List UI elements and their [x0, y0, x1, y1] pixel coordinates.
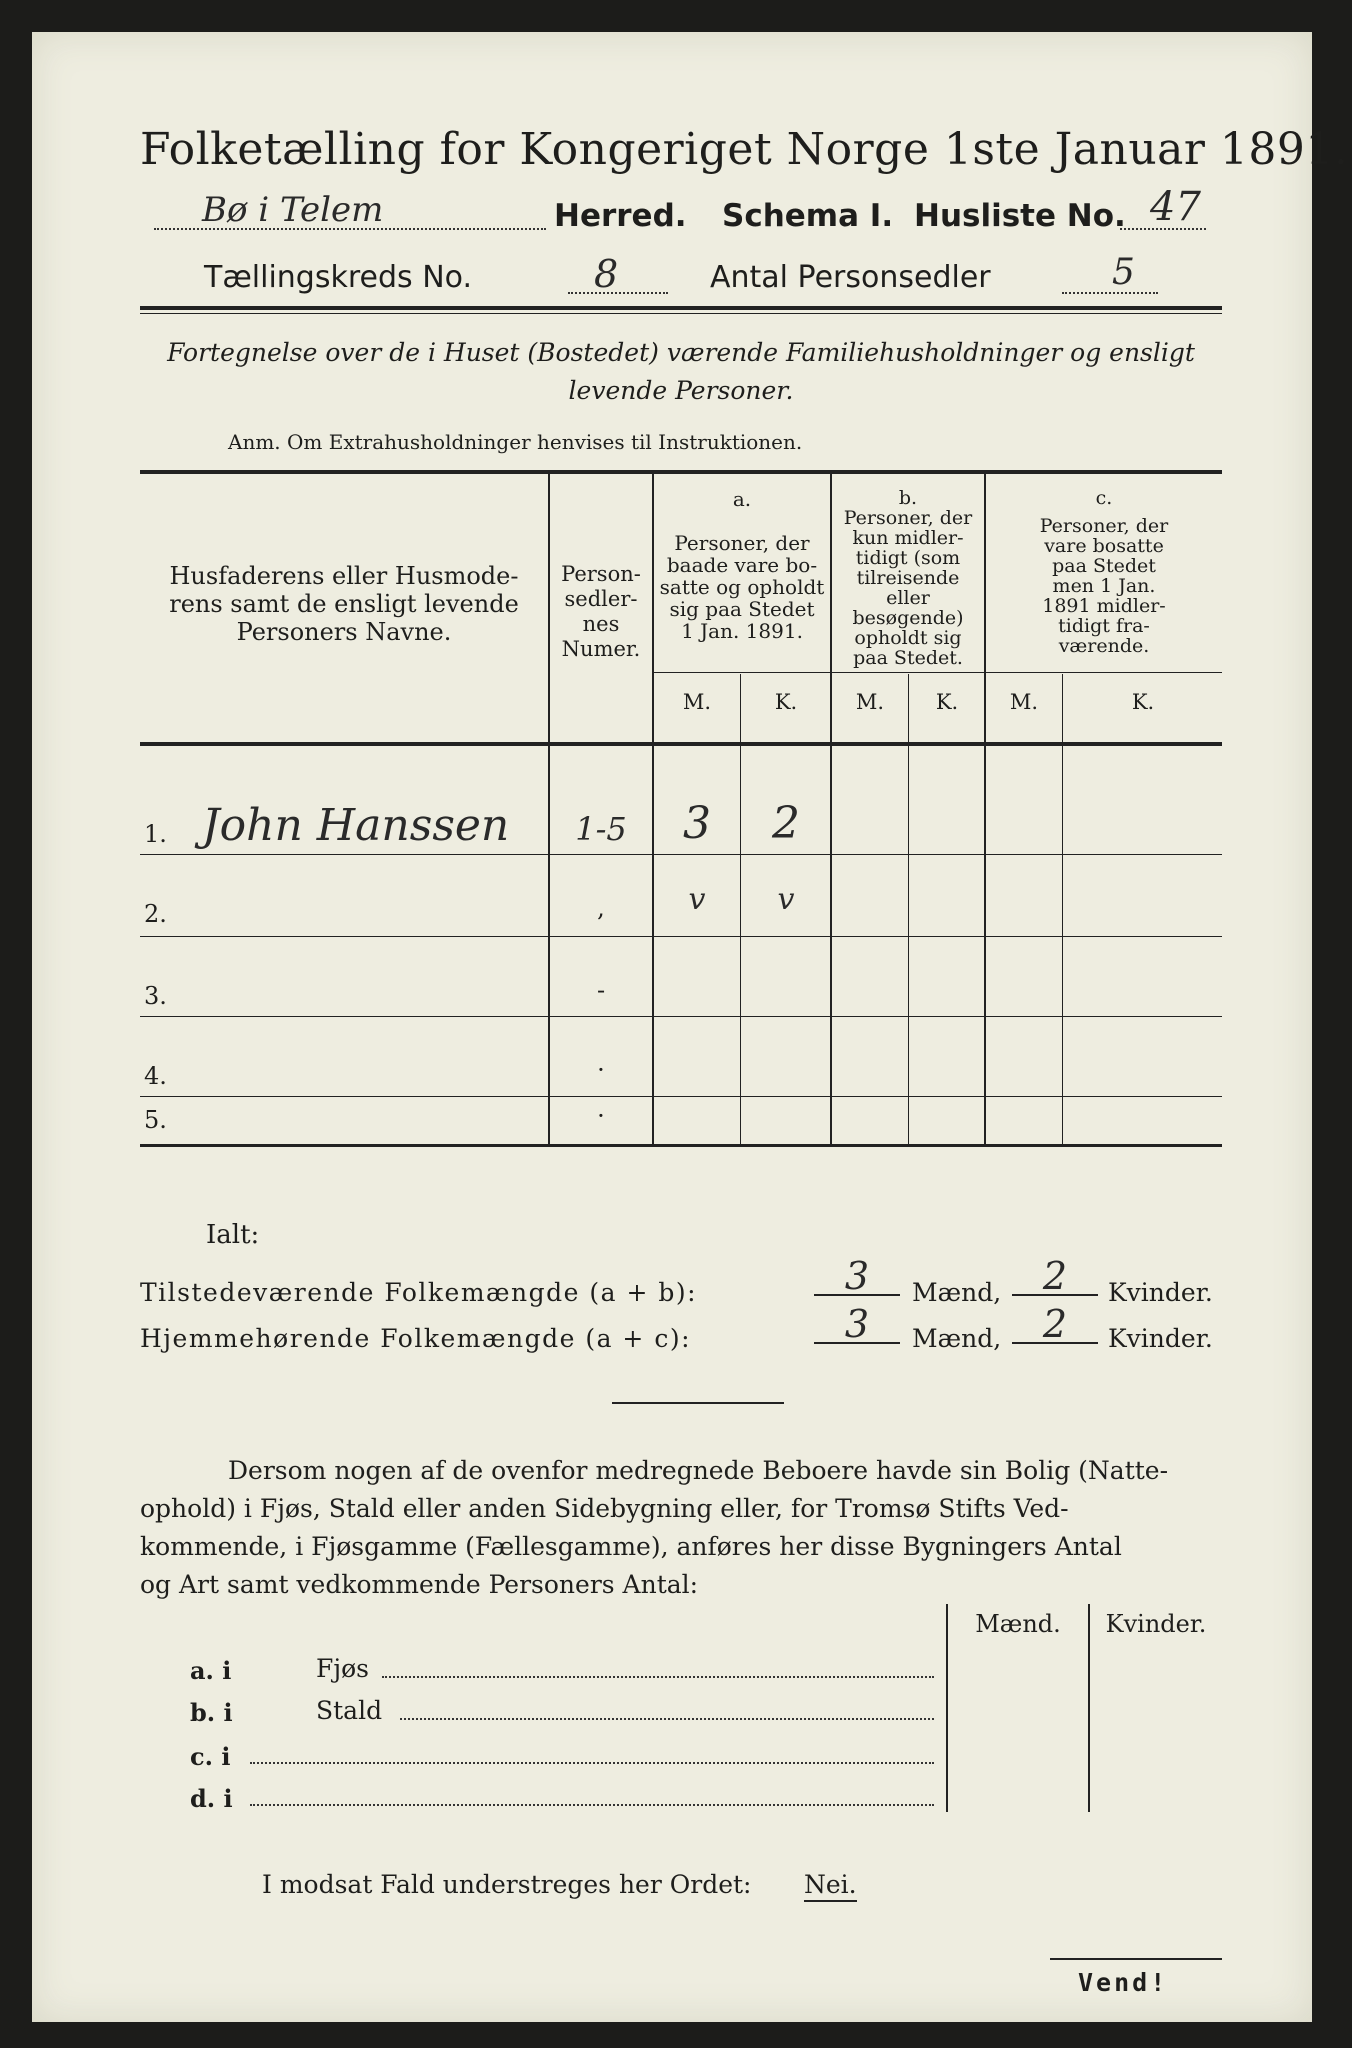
row-2-a-m: v — [688, 882, 706, 917]
col-b-l8: paa Stedet. — [853, 647, 963, 669]
building-c-dots — [250, 1762, 934, 1764]
building-b-dots — [400, 1718, 934, 1720]
herred-value: Bø i Telem — [202, 190, 384, 230]
census-form-sheet — [32, 32, 1349, 2022]
col-names-header-l3: Personers Navne. — [236, 618, 452, 646]
herred-label: Herred. — [554, 198, 687, 234]
col-a-letter: a. — [732, 487, 752, 511]
hjem-maend: Mænd, — [912, 1324, 1002, 1353]
col-b-l2: kun midler- — [852, 527, 964, 549]
kreds-value: 8 — [594, 252, 619, 296]
col-a-l5: 1 Jan. 1891. — [681, 619, 803, 643]
col-b-l5: eller — [886, 587, 930, 609]
vend-rule — [1050, 1958, 1222, 1960]
col-c-l1: Personer, der — [1039, 515, 1169, 537]
row-1-number: 1. — [144, 820, 167, 848]
col-a-m-label: M. — [682, 690, 712, 714]
building-c-label: c. i — [190, 1742, 231, 1771]
col-b-m-label: M. — [855, 690, 885, 714]
col-num-header — [550, 562, 652, 662]
tilst-label: Tilstedeværende Folkemængde (a + b): — [140, 1278, 698, 1307]
col-num-header-l4: Numer. — [561, 637, 641, 661]
col-b-header — [832, 488, 984, 668]
col-c-l4: men 1 Jan. — [1052, 575, 1156, 597]
col-a-l3: satte og opholdt — [659, 575, 825, 599]
kreds-label: Tællingskreds No. — [204, 260, 472, 295]
row-line-2 — [140, 936, 1222, 937]
col-num-header-l3: nes — [582, 612, 620, 636]
table-top-rule — [140, 470, 1222, 474]
row-line-3 — [140, 1016, 1222, 1017]
schema-label: Schema I. — [722, 198, 894, 234]
col-a-k-label: K. — [774, 690, 798, 714]
col-c-l5: 1891 midler- — [1042, 595, 1166, 617]
building-d-dots — [250, 1804, 934, 1806]
table-header-bottom-rule — [140, 742, 1222, 746]
row-2-num: , — [597, 894, 605, 922]
tilst-k-value: 2 — [1042, 1254, 1068, 1298]
form-title: Folketælling for Kongeriget Norge 1ste Januar 1891. — [140, 124, 1349, 175]
col-a-l4: sig paa Stedet — [669, 597, 815, 621]
husliste-label: Husliste No. — [914, 198, 1126, 234]
table-bottom-rule — [140, 1144, 1222, 1147]
header-rule-thin — [140, 313, 1222, 314]
building-a-label: a. i — [190, 1656, 232, 1685]
ialt-label: Ialt: — [206, 1220, 260, 1250]
col-num-header-l1: Person- — [561, 562, 641, 586]
col-b-l4: tilreisende — [856, 567, 960, 589]
row-3-number: 3. — [144, 982, 167, 1010]
col-c-l6: tidigt fra- — [1058, 615, 1150, 637]
col-a-header — [654, 488, 830, 642]
anm-note: Anm. Om Extrahusholdninger henvises til Instruktionen. — [228, 430, 803, 454]
antal-label: Antal Personsedler — [710, 260, 991, 295]
buildings-p2: ophold) i Fjøs, Stald eller anden Sidebygning eller, for Tromsø Stifts Ved- — [140, 1494, 1069, 1523]
col-c-l3: paa Stedet — [1052, 555, 1156, 577]
row-line-4 — [140, 1096, 1222, 1097]
col-b-k-label: K. — [935, 690, 959, 714]
col-divider-a-mk — [740, 674, 741, 1146]
tilst-kvinder: Kvinder. — [1108, 1278, 1213, 1307]
col-c-header — [986, 488, 1222, 656]
tilst-m-value: 3 — [844, 1254, 870, 1298]
row-1-a-k: 2 — [772, 798, 800, 849]
tilst-maend: Mænd, — [912, 1278, 1002, 1307]
col-divider-c-mk — [1062, 674, 1063, 1146]
row-4-num: · — [597, 1056, 605, 1084]
col-c-letter: c. — [1095, 487, 1113, 509]
row-4-number: 4. — [144, 1062, 167, 1090]
row-1-num: 1-5 — [575, 810, 627, 848]
building-b-label: b. i — [190, 1698, 233, 1727]
row-3-num: - — [596, 976, 606, 1004]
col-c-l2: vare bosatte — [1044, 535, 1164, 557]
building-b-text: Stald — [316, 1696, 383, 1725]
header-rule — [140, 306, 1222, 310]
col-b-l7: opholdt sig — [854, 627, 962, 649]
col-a-l1: Personer, der — [674, 531, 810, 555]
hjem-label: Hjemmehørende Folkemængde (a + c): — [140, 1324, 691, 1353]
intro-line-1: Fortegnelse over de i Huset (Bostedet) værende Familiehusholdninger og ensligt — [167, 338, 1195, 367]
antal-dotted-line — [1062, 292, 1158, 294]
buildings-maend-head: Mænd. — [975, 1610, 1061, 1638]
antal-value: 5 — [1112, 252, 1135, 293]
col-b-l3: tidigt (som — [855, 547, 961, 569]
nei-word: Nei. — [804, 1870, 857, 1902]
row-2-a-k: v — [777, 882, 795, 917]
col-c-l7: værende. — [1058, 635, 1150, 657]
buildings-kvinder-head: Kvinder. — [1105, 1610, 1207, 1638]
intro-line-2: levende Personer. — [568, 376, 794, 405]
row-1-a-m: 3 — [683, 798, 711, 849]
row-1-name: John Hanssen — [202, 800, 510, 851]
hjem-k-value: 2 — [1042, 1302, 1068, 1346]
col-a-l2: baade vare bo- — [666, 553, 818, 577]
buildings-p1: Dersom nogen af de ovenfor medregnede Beboere havde sin Bolig (Natte- — [228, 1456, 1169, 1485]
building-a-text: Fjøs — [316, 1654, 369, 1683]
col-divider-b-mk — [908, 674, 909, 1146]
buildings-p3: kommende, i Fjøsgamme (Fællesgamme), anføres her disse Bygningers Antal — [140, 1532, 1122, 1561]
col-names-header — [140, 562, 548, 646]
husliste-value: 47 — [1150, 184, 1201, 230]
row-2-number: 2. — [144, 900, 167, 928]
col-c-k-label: K. — [1131, 690, 1155, 714]
row-line-1 — [140, 854, 1222, 855]
section-divider — [612, 1402, 784, 1404]
building-d-label: d. i — [190, 1784, 233, 1813]
col-names-header-l2: rens samt de ensligt levende — [169, 590, 519, 618]
col-b-l6: besøgende) — [852, 607, 964, 629]
hjem-kvinder: Kvinder. — [1108, 1324, 1213, 1353]
vend-label: Vend! — [1078, 1968, 1169, 1997]
col-c-m-label: M. — [1009, 690, 1039, 714]
building-a-dots — [382, 1676, 934, 1678]
modsat-text: I modsat Fald understreges her Ordet: — [262, 1870, 752, 1899]
col-names-header-l1: Husfaderens eller Husmode- — [169, 562, 519, 590]
mk-row-rule — [654, 672, 1222, 673]
col-b-l1: Personer, der — [843, 507, 973, 529]
col-num-header-l2: sedler- — [564, 587, 638, 611]
row-5-number: 5. — [144, 1106, 167, 1134]
col-b-letter: b. — [898, 487, 918, 509]
buildings-p4: og Art samt vedkommende Personers Antal: — [140, 1570, 699, 1599]
hjem-m-value: 3 — [844, 1302, 870, 1346]
row-5-num: · — [597, 1102, 605, 1130]
